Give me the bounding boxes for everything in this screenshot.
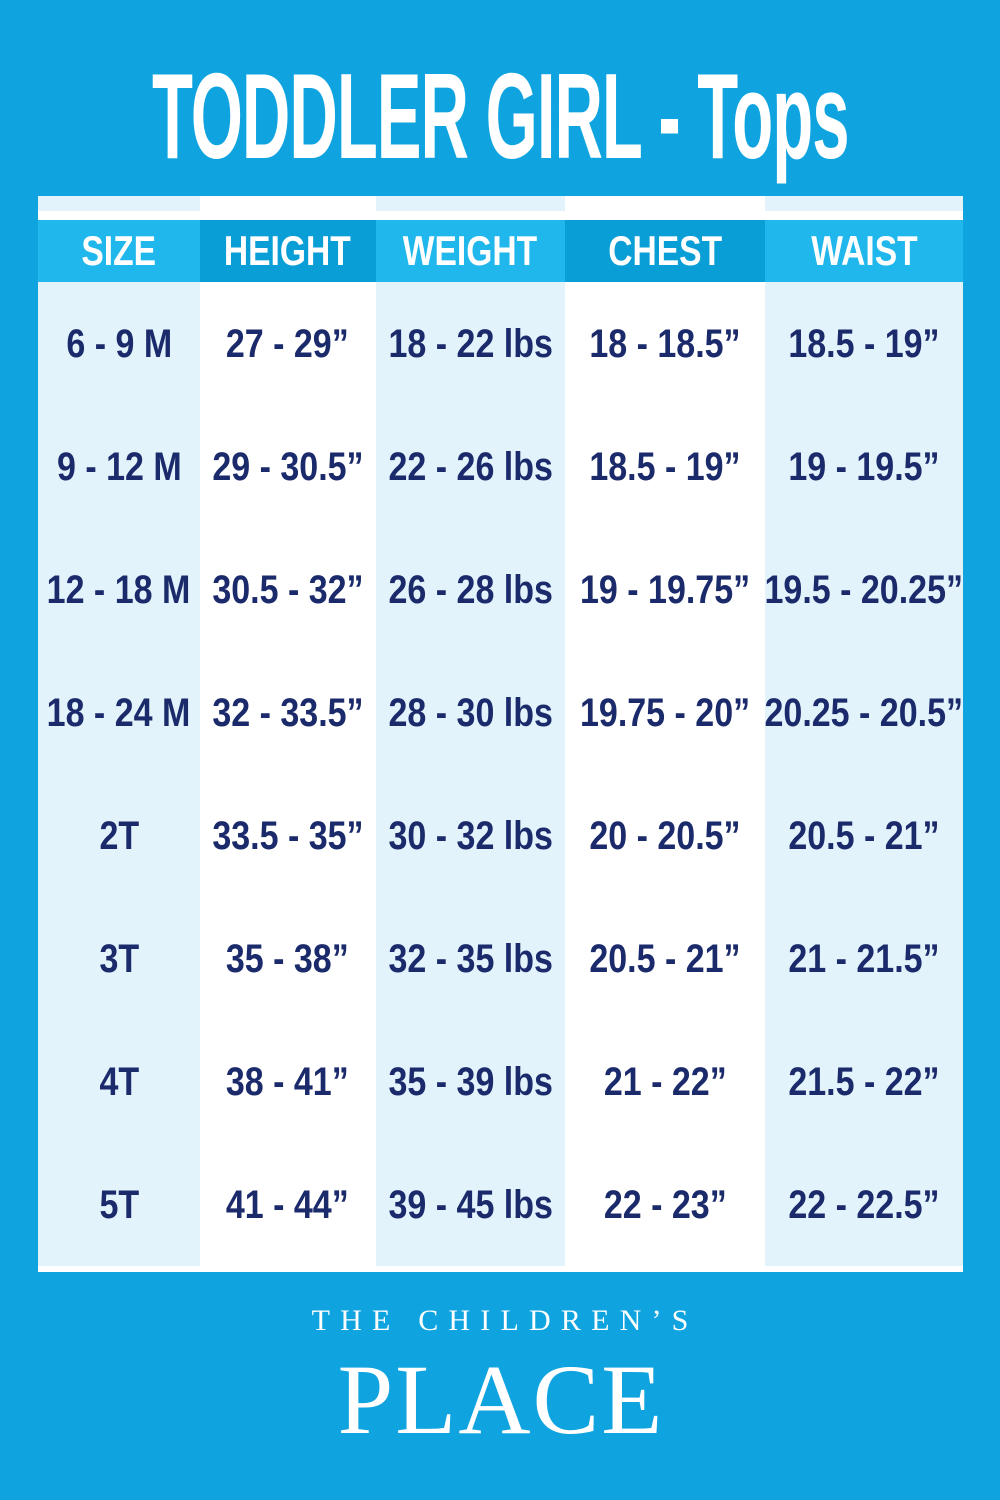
cell-height: 33.5 - 35” <box>200 774 376 897</box>
cell-weight: 18 - 22 lbs <box>376 282 566 405</box>
cell-height: 41 - 44” <box>200 1143 376 1266</box>
cell-weight: 26 - 28 lbs <box>376 528 566 651</box>
table-row <box>38 651 963 774</box>
cell-size: 9 - 12 M <box>38 405 200 528</box>
table-row <box>38 405 963 528</box>
cell-chest: 18.5 - 19” <box>565 405 765 528</box>
table-row <box>38 774 963 897</box>
cell-weight: 32 - 35 lbs <box>376 897 566 1020</box>
cell-size: 12 - 18 M <box>38 528 200 651</box>
cell-height: 32 - 33.5” <box>200 651 376 774</box>
brand-name-bottom: PLACE <box>337 1344 665 1455</box>
column-header-height: HEIGHT <box>200 220 376 282</box>
cell-height: 38 - 41” <box>200 1020 376 1143</box>
column-band <box>200 196 376 211</box>
cell-waist: 21.5 - 22” <box>765 1020 963 1143</box>
table-row <box>38 1143 963 1266</box>
column-header-size: SIZE <box>38 220 200 282</box>
cell-waist: 19 - 19.5” <box>765 405 963 528</box>
cell-waist: 19.5 - 20.25” <box>765 528 963 651</box>
cell-chest: 18 - 18.5” <box>565 282 765 405</box>
table-row <box>38 282 963 405</box>
cell-chest: 21 - 22” <box>565 1020 765 1143</box>
cell-chest: 19.75 - 20” <box>565 651 765 774</box>
column-band <box>376 196 566 211</box>
cell-height: 27 - 29” <box>200 282 376 405</box>
top-column-band <box>38 196 963 211</box>
cell-waist: 20.5 - 21” <box>765 774 963 897</box>
cell-waist: 18.5 - 19” <box>765 282 963 405</box>
column-band <box>565 196 765 211</box>
table-row <box>38 1020 963 1143</box>
cell-weight: 35 - 39 lbs <box>376 1020 566 1143</box>
cell-size: 6 - 9 M <box>38 282 200 405</box>
column-header-waist: WAIST <box>765 220 963 282</box>
table-row <box>38 897 963 1020</box>
cell-weight: 28 - 30 lbs <box>376 651 566 774</box>
cell-size: 5T <box>38 1143 200 1266</box>
cell-weight: 22 - 26 lbs <box>376 405 566 528</box>
cell-size: 3T <box>38 897 200 1020</box>
cell-chest: 19 - 19.75” <box>565 528 765 651</box>
cell-waist: 22 - 22.5” <box>765 1143 963 1266</box>
column-header-chest: CHEST <box>565 220 765 282</box>
cell-size: 4T <box>38 1020 200 1143</box>
size-chart-table <box>38 196 963 1272</box>
column-band <box>38 196 200 211</box>
cell-chest: 20.5 - 21” <box>565 897 765 1020</box>
brand-name-top: THE CHILDREN’S <box>311 1304 699 1337</box>
cell-weight: 39 - 45 lbs <box>376 1143 566 1266</box>
table-row <box>38 528 963 651</box>
header-separator <box>38 211 963 220</box>
column-band <box>765 196 963 211</box>
table-header-row <box>38 220 963 282</box>
cell-size: 18 - 24 M <box>38 651 200 774</box>
cell-height: 35 - 38” <box>200 897 376 1020</box>
brand-logo <box>0 1304 1000 1455</box>
cell-chest: 22 - 23” <box>565 1143 765 1266</box>
column-header-weight: WEIGHT <box>376 220 566 282</box>
page-title <box>0 50 1000 182</box>
cell-waist: 21 - 21.5” <box>765 897 963 1020</box>
cell-size: 2T <box>38 774 200 897</box>
cell-chest: 20 - 20.5” <box>565 774 765 897</box>
cell-weight: 30 - 32 lbs <box>376 774 566 897</box>
cell-waist: 20.25 - 20.5” <box>765 651 963 774</box>
cell-height: 30.5 - 32” <box>200 528 376 651</box>
cell-height: 29 - 30.5” <box>200 405 376 528</box>
page-title-text: TODDLER GIRL - Tops <box>151 48 849 184</box>
